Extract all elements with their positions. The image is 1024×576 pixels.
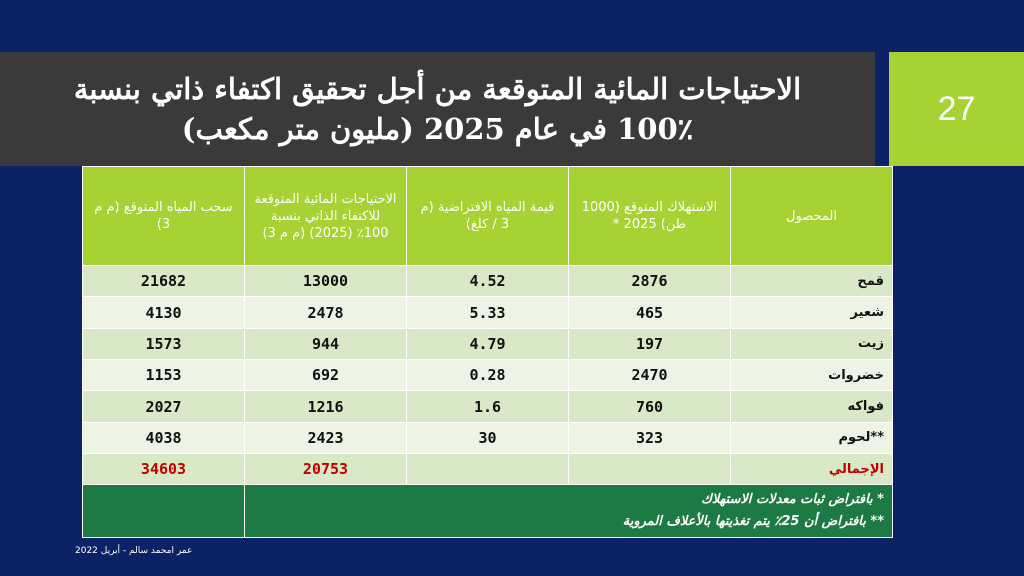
crop-cell: فواكه bbox=[731, 391, 893, 422]
table-row bbox=[83, 422, 893, 453]
consumption-cell: 197 bbox=[569, 328, 731, 359]
header-crop: المحصول bbox=[731, 167, 893, 266]
total-empty-cell bbox=[569, 454, 731, 485]
header-consumption: الاستهلاك المتوقع (1000 طن) 2025 * bbox=[569, 167, 731, 266]
total-needs: 20753 bbox=[245, 454, 407, 485]
total-row bbox=[83, 454, 893, 485]
slide-title bbox=[0, 52, 875, 166]
needs-cell: 13000 bbox=[245, 266, 407, 297]
crop-cell: زيت bbox=[731, 328, 893, 359]
crop-cell: قمح bbox=[731, 266, 893, 297]
virtual-water-cell: 30 bbox=[407, 422, 569, 453]
notes-row bbox=[83, 485, 893, 538]
needs-cell: 1216 bbox=[245, 391, 407, 422]
withdrawal-cell: 1153 bbox=[83, 360, 245, 391]
virtual-water-cell: 0.28 bbox=[407, 360, 569, 391]
virtual-water-cell: 5.33 bbox=[407, 297, 569, 328]
table-row bbox=[83, 360, 893, 391]
virtual-water-cell: 1.6 bbox=[407, 391, 569, 422]
table-row bbox=[83, 391, 893, 422]
header-withdrawal: سحب المياه المتوقع (م م 3) bbox=[83, 167, 245, 266]
total-label: الإجمالي bbox=[731, 454, 893, 485]
crop-cell: خضروات bbox=[731, 360, 893, 391]
header-needs: الاحتياجات المائية المتوقعة للاكتفاء الذاتي بنسبة 100٪ (2025) (م م 3) bbox=[245, 167, 407, 266]
withdrawal-cell: 4130 bbox=[83, 297, 245, 328]
withdrawal-cell: 4038 bbox=[83, 422, 245, 453]
consumption-cell: 2470 bbox=[569, 360, 731, 391]
consumption-cell: 760 bbox=[569, 391, 731, 422]
header-virtual-water: قيمة المياه الافتراضية (م 3 / كلغ) bbox=[407, 167, 569, 266]
note-feed: ** بافتراض أن 25٪ يتم تغذيتها بالأعلاف المروية bbox=[622, 514, 884, 530]
table-row bbox=[83, 328, 893, 359]
title-line-1: الاحتياجات المائية المتوقعة من أجل تحقيق اكتفاء ذاتي بنسبة bbox=[73, 72, 802, 106]
title-line-2: 100٪ في عام 2025 (مليون متر مكعب) bbox=[181, 112, 694, 146]
crop-cell: **لحوم bbox=[731, 422, 893, 453]
total-withdrawal: 34603 bbox=[83, 454, 245, 485]
virtual-water-cell: 4.79 bbox=[407, 328, 569, 359]
notes-cell bbox=[245, 485, 893, 538]
virtual-water-cell: 4.52 bbox=[407, 266, 569, 297]
slide-number-box bbox=[889, 52, 1024, 166]
crop-cell: شعير bbox=[731, 297, 893, 328]
needs-cell: 944 bbox=[245, 328, 407, 359]
needs-cell: 2478 bbox=[245, 297, 407, 328]
needs-cell: 2423 bbox=[245, 422, 407, 453]
table-row bbox=[83, 266, 893, 297]
withdrawal-cell: 2027 bbox=[83, 391, 245, 422]
slide-number: 27 bbox=[937, 89, 976, 128]
total-empty-cell bbox=[407, 454, 569, 485]
consumption-cell: 323 bbox=[569, 422, 731, 453]
withdrawal-cell: 21682 bbox=[83, 266, 245, 297]
water-needs-table bbox=[82, 166, 893, 538]
consumption-cell: 465 bbox=[569, 297, 731, 328]
table-row bbox=[83, 297, 893, 328]
withdrawal-cell: 1573 bbox=[83, 328, 245, 359]
needs-cell: 692 bbox=[245, 360, 407, 391]
table-header-row bbox=[83, 167, 893, 266]
author-footer: عمر امحمد سالم - أبريل 2022 bbox=[75, 546, 193, 556]
note-consumption: * بافتراض ثبات معدلات الاستهلاك bbox=[701, 492, 884, 508]
consumption-cell: 2876 bbox=[569, 266, 731, 297]
notes-empty-cell bbox=[83, 485, 245, 538]
